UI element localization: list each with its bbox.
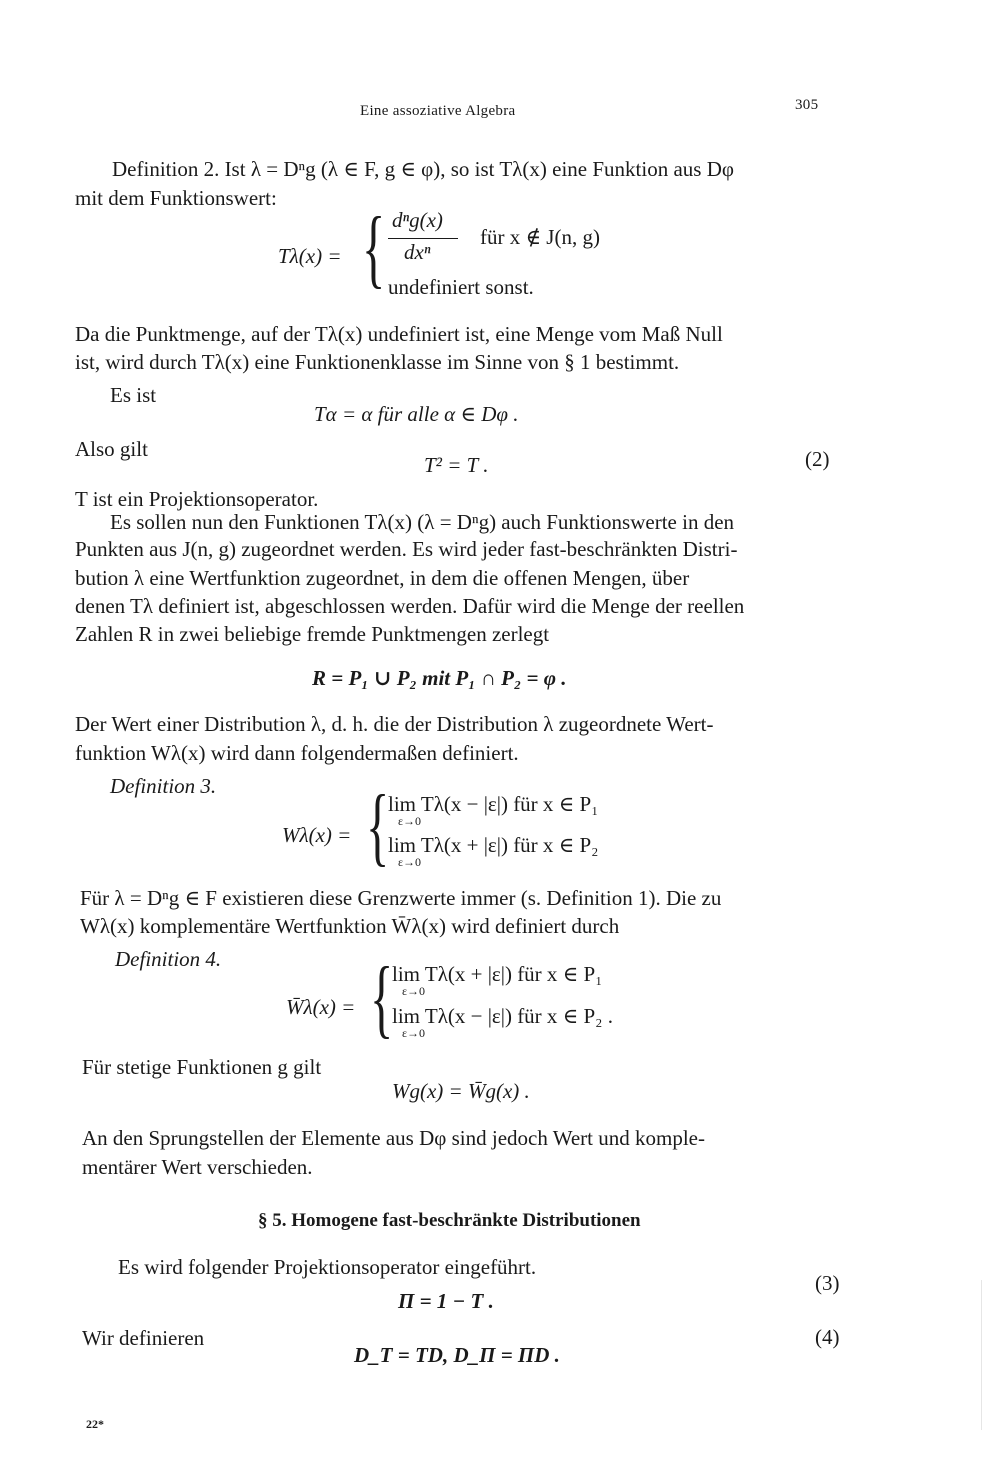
def2-lhs: Tλ(x) = [278, 244, 342, 268]
paragraph-1-line-1: Da die Punktmenge, auf der Tλ(x) undefiniert ist, eine Menge vom Maß Null [75, 322, 723, 346]
paragraph-2-line-1: T ist ein Projektionsoperator. [75, 487, 319, 511]
definition-3-label: Definition 3. [110, 774, 217, 798]
section-5-intro: Es wird folgender Projektionsoperator eingeführt. [118, 1255, 537, 1279]
paragraph-3-line-2: funktion Wλ(x) wird dann folgendermaßen definiert. [75, 741, 519, 765]
equation-r-partition: R = P₁ ∪ P₂ mit P₁ ∩ P₂ = φ . [312, 666, 567, 690]
equation-4-number: (4) [815, 1325, 840, 1349]
def4-row-1: lim Tλ(x + |ε|) für x ∈ P₁ [392, 962, 603, 986]
also-gilt: Also gilt [75, 437, 148, 461]
page-number: 305 [795, 97, 819, 113]
def4-row-2: lim Tλ(x − |ε|) für x ∈ P₂ . [392, 1004, 613, 1028]
def3-row-2: lim Tλ(x + |ε|) für x ∈ P₂ [388, 833, 599, 857]
def4-row-1-limit-sub: ε→0 [402, 984, 426, 998]
paragraph-4-line-1: Für λ = Dⁿg ∈ F existieren diese Grenzwerte immer (s. Definition 1). Die zu [80, 886, 722, 910]
paragraph-2-line-6: Zahlen R in zwei beliebige fremde Punktmengen zerlegt [75, 622, 550, 646]
equation-3: Π = 1 − T . [398, 1289, 494, 1313]
paragraph-2-line-3: Punkten aus J(n, g) zugeordnet werden. Es wird jeder fast-beschränkten Distri- [75, 537, 738, 561]
paragraph-4-line-2: Wλ(x) komplementäre Wertfunktion W̄λ(x) wird definiert durch [80, 914, 620, 938]
equation-2-number: (2) [805, 447, 830, 471]
paragraph-3-line-1: Der Wert einer Distribution λ, d. h. die der Distribution λ zugeordnete Wert- [75, 712, 714, 736]
def2-brace: { [362, 200, 386, 297]
equation-3-number: (3) [815, 1271, 840, 1295]
paragraph-2-line-2: Es sollen nun den Funktionen Tλ(x) (λ = Dⁿg) auch Funktionswerte in den [110, 510, 735, 534]
definition-4-label: Definition 4. [115, 947, 222, 971]
paragraph-2-line-4: bution λ eine Wertfunktion zugeordnet, in dem die offenen Mengen, über [75, 566, 690, 590]
equation-2: T² = T . [424, 453, 489, 477]
es-ist: Es ist [110, 383, 157, 407]
equation-wg: Wg(x) = W̄g(x) . [392, 1079, 530, 1103]
def2-case1-condition: für x ∉ J(n, g) [480, 225, 600, 249]
def4-brace: { [370, 950, 394, 1047]
paragraph-1-line-2: ist, wird durch Tλ(x) eine Funktionenklasse im Sinne von § 1 bestimmt. [75, 350, 680, 374]
def4-row-2-limit-sub: ε→0 [402, 1026, 426, 1040]
footer-signature: 22* [86, 1417, 104, 1431]
paragraph-5-line-2: mentärer Wert verschieden. [82, 1155, 313, 1179]
def3-row-2-limit-sub: ε→0 [398, 855, 422, 869]
stetige-funktionen: Für stetige Funktionen g gilt [82, 1055, 322, 1079]
def2-numerator: dⁿg(x) [392, 208, 443, 232]
paragraph-5-line-1: An den Sprungstellen der Elemente aus Dφ sind jedoch Wert und komple- [82, 1126, 705, 1150]
def3-lhs: Wλ(x) = [282, 823, 352, 847]
page-edge-shadow [981, 1280, 982, 1430]
equation-t-alpha: Tα = α für alle α ∈ Dφ . [314, 402, 519, 426]
running-title: Eine assoziative Algebra [360, 103, 516, 119]
section-5-heading: § 5. Homogene fast-beschränkte Distributionen [258, 1210, 641, 1231]
def3-row-1: lim Tλ(x − |ε|) für x ∈ P₁ [388, 792, 599, 816]
def4-lhs: W̄λ(x) = [286, 995, 356, 1019]
paragraph-2-line-5: denen Tλ definiert ist, abgeschlossen werden. Dafür wird die Menge der reellen [75, 594, 745, 618]
definition-2-line-1: Definition 2. Ist λ = Dⁿg (λ ∈ F, g ∈ φ), so ist Tλ(x) eine Funktion aus Dφ [112, 157, 734, 181]
equation-4: D_T = TD, D_Π = ΠD . [354, 1343, 560, 1367]
def3-brace: { [366, 778, 390, 875]
def2-denominator: dxⁿ [404, 240, 431, 264]
wir-definieren: Wir definieren [82, 1326, 205, 1350]
fraction-bar [388, 238, 458, 239]
definition-2-line-2: mit dem Funktionswert: [75, 186, 277, 210]
def3-row-1-limit-sub: ε→0 [398, 814, 422, 828]
def2-case2: undefiniert sonst. [388, 275, 534, 299]
